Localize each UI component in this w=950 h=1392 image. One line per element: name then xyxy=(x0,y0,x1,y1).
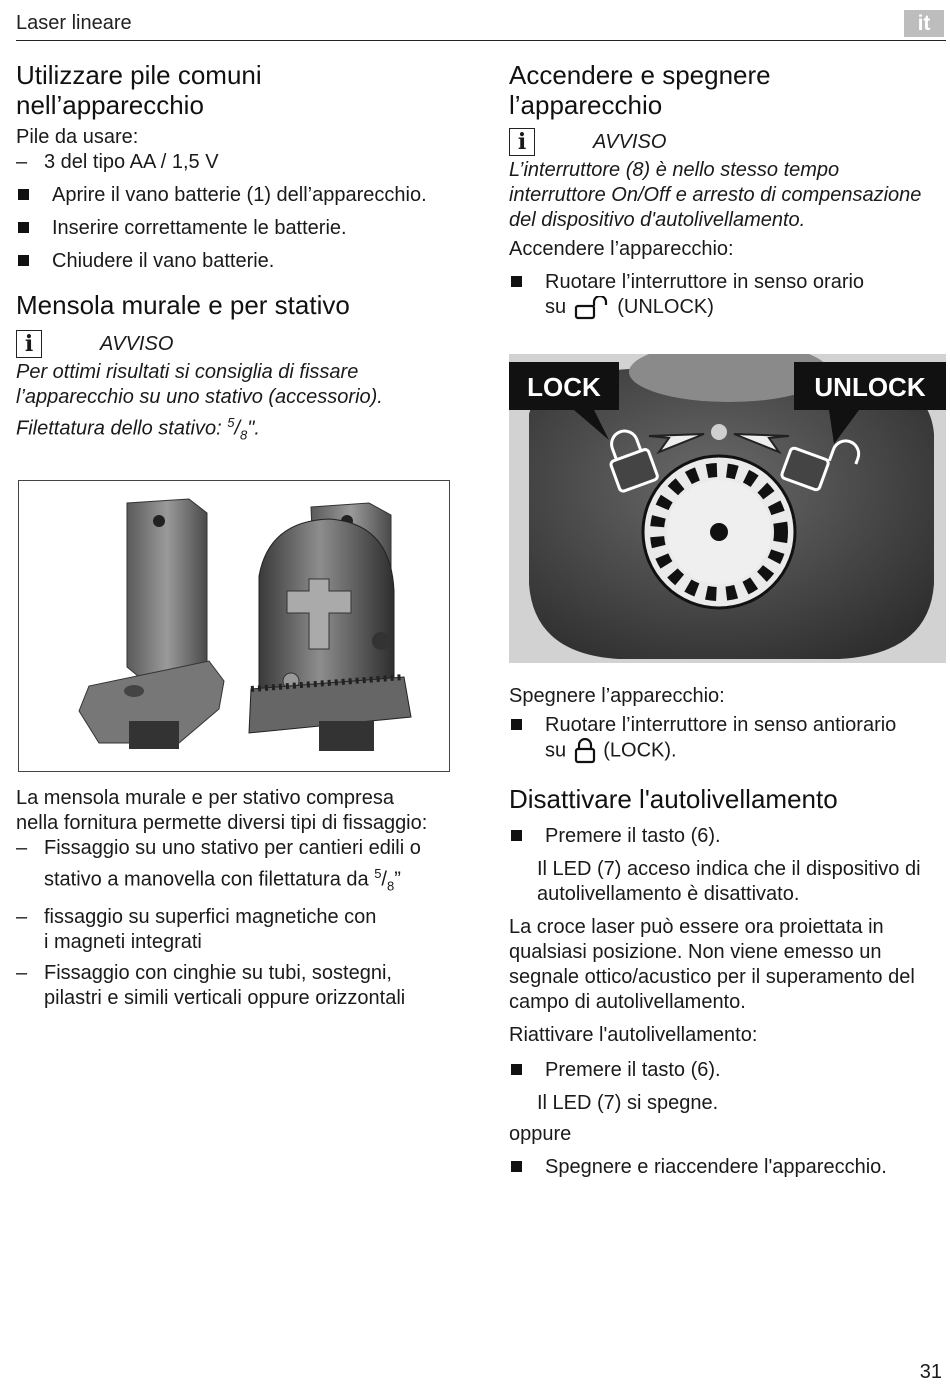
or-text: oppure xyxy=(509,1123,572,1145)
square-bullet-icon xyxy=(511,830,522,841)
info-icon: i xyxy=(16,330,42,358)
bracket-illustration xyxy=(19,481,449,771)
power-on-intro: Accendere l’apparecchio: xyxy=(509,238,734,260)
power-off-step: Ruotare l’interruttore in senso antiorario su (LOCK). xyxy=(509,713,945,764)
square-bullet-icon xyxy=(511,719,522,730)
power-note-line-2: interruttore On/Off e arresto di compensazione xyxy=(509,184,922,206)
square-bullet-icon xyxy=(511,276,522,287)
mount-option-3: – Fissaggio con cinghie su tubi, sostegni, pilastri e simili verticali oppure orizzontali xyxy=(16,961,456,1011)
square-bullet-icon xyxy=(18,255,29,266)
indicator-dot xyxy=(711,424,727,440)
square-bullet-icon xyxy=(511,1161,522,1172)
power-heading: Accendere e spegnere l’apparecchio xyxy=(509,60,771,120)
batteries-heading: Utilizzare pile comuni nell’apparecchio xyxy=(16,60,262,120)
battery-step-3: Chiudere il vano batterie. xyxy=(16,249,456,274)
header-title: Laser lineare xyxy=(16,12,132,34)
bracket-heading: Mensola murale e per stativo xyxy=(16,290,350,320)
page-number: 31 xyxy=(919,1361,942,1383)
auto-step-3: Spegnere e riaccendere l'apparecchio. xyxy=(509,1155,945,1180)
auto-level-heading: Disattivare l'autolivellamento xyxy=(509,784,838,814)
dial-unlock-label: UNLOCK xyxy=(814,372,926,402)
mount-option-1: – Fissaggio su uno stativo per cantieri edili o stativo a manovella con filettatura da $^5/_8$” xyxy=(16,836,456,899)
bracket-note-line-2: l’apparecchio su uno stativo (accessorio). xyxy=(16,386,383,408)
page-header xyxy=(16,10,946,41)
power-off-intro: Spegnere l’apparecchio: xyxy=(509,685,725,707)
auto-result-1: Il LED (7) acceso indica che il dispositivo di autolivellamento è disattivato. xyxy=(537,858,921,905)
square-bullet-icon xyxy=(18,189,29,200)
battery-step-1: Aprire il vano batterie (1) dell’apparecchio. xyxy=(16,183,456,208)
note-label: AVVISO xyxy=(100,332,174,355)
square-bullet-icon xyxy=(511,1064,522,1075)
square-bullet-icon xyxy=(18,222,29,233)
dial-lock-label: LOCK xyxy=(527,372,601,402)
auto-step-1: Premere il tasto (6). xyxy=(509,824,945,849)
bracket-photo xyxy=(18,480,450,772)
bracket-desc-line-1: La mensola murale e per stativo compresa xyxy=(16,787,394,809)
switch-dial-illustration xyxy=(509,354,946,663)
mount-option-2: – fissaggio su superfici magnetiche con i magneti integrati xyxy=(16,905,456,955)
auto-para-line-4: campo di autolivellamento. xyxy=(509,991,746,1013)
auto-para-line-1: La croce laser può essere ora proiettata in xyxy=(509,916,884,938)
auto-para-line-3: segnale ottico/acustico per il superamento del xyxy=(509,966,915,988)
right-column xyxy=(509,60,945,320)
bracket-note-header xyxy=(16,328,456,360)
auto-step-2: Premere il tasto (6). xyxy=(509,1058,945,1083)
unlock-icon xyxy=(572,296,612,320)
switch-dial-photo xyxy=(509,354,946,663)
power-note-header xyxy=(509,126,945,158)
lock-icon xyxy=(572,738,598,764)
battery-step-2: Inserire correttamente le batterie. xyxy=(16,216,456,241)
bracket-note-line-1: Per ottimi risultati si consiglia di fissare xyxy=(16,361,359,383)
auto-para-line-2: qualsiasi posizione. Non viene emesso un xyxy=(509,941,882,963)
power-on-step: Ruotare l’interruttore in senso orario su (UNLOCK) xyxy=(509,270,945,320)
power-note-line-1: L’interruttore (8) è nello stesso tempo xyxy=(509,159,840,181)
power-note-line-3: del dispositivo d'autolivellamento. xyxy=(509,209,806,231)
left-column xyxy=(16,60,456,448)
note-label: AVVISO xyxy=(593,130,667,153)
info-icon: i xyxy=(509,128,535,156)
batteries-type: – 3 del tipo AA / 1,5 V xyxy=(16,150,456,175)
bracket-note-line-3: Filettatura dello stativo: $^5/_8$". xyxy=(16,415,260,443)
right-column-lower xyxy=(509,684,945,1180)
bracket-desc-line-2: nella fornitura permette diversi tipi di fissaggio: xyxy=(16,812,428,834)
batteries-intro: Pile da usare: xyxy=(16,126,139,148)
language-badge: it xyxy=(904,10,944,37)
auto-result-2: Il LED (7) si spegne. xyxy=(537,1092,719,1114)
bracket-description xyxy=(16,786,456,1011)
reactivate-intro: Riattivare l'autolivellamento: xyxy=(509,1024,758,1046)
